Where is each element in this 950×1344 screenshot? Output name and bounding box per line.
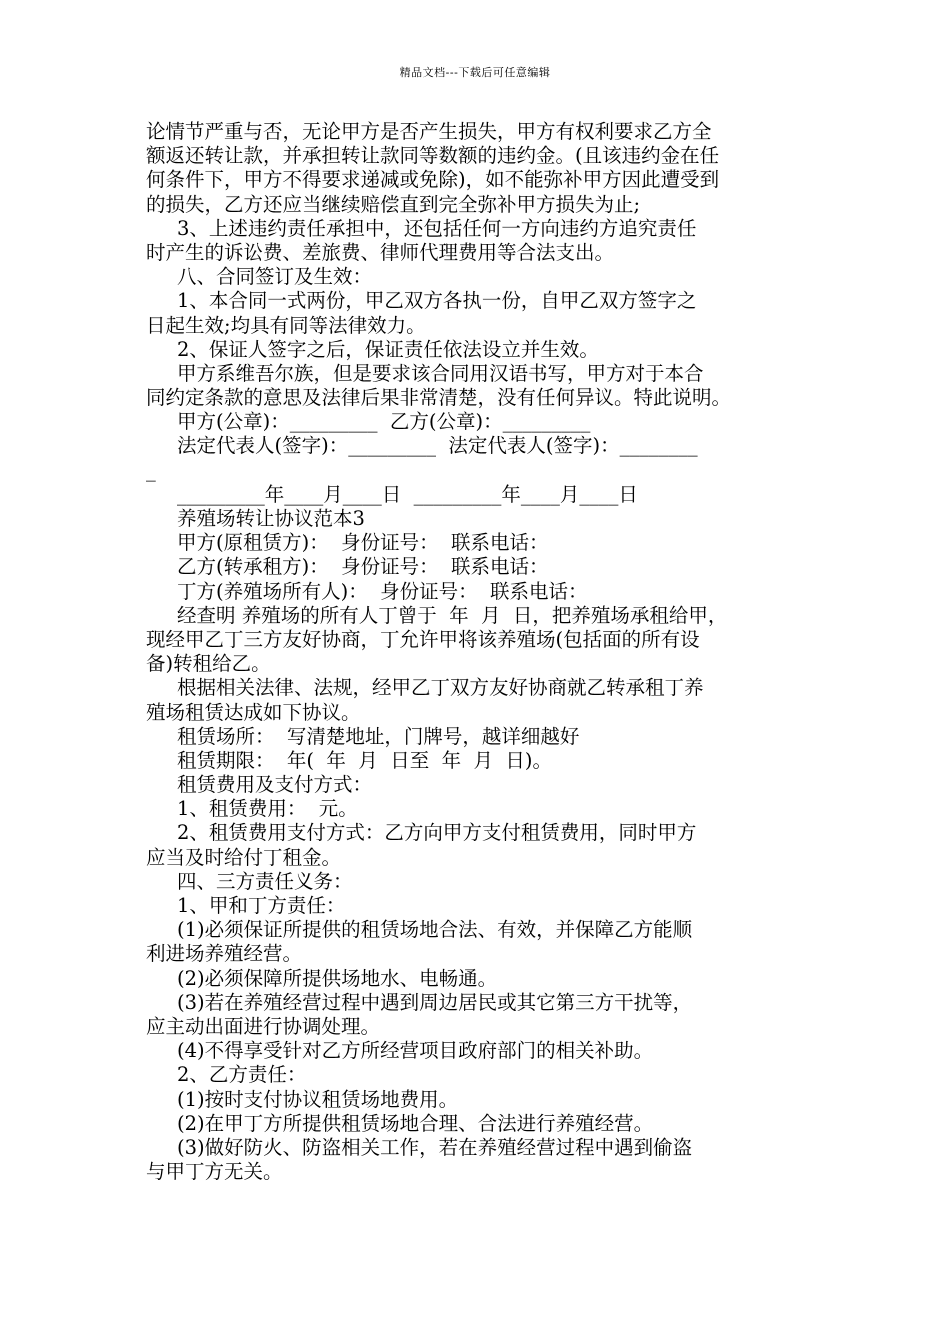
text-line: _ [146,458,156,482]
text-line: 法定代表人(签字)：_________ 法定代表人(签字)：________ [146,434,698,458]
text-line: _________年____月____日 _________年____月____日 [146,482,638,506]
text-line: 甲方(公章)：_________ 乙方(公章)：_________ [146,410,591,434]
text-line: 2、乙方责任： [146,1063,307,1087]
text-line: (4)不得享受针对乙方所经营项目政府部门的相关补助。 [146,1039,654,1063]
text-line: 日起生效;均具有同等法律效力。 [146,313,426,337]
text-line: 同约定条款的意思及法律后果非常清楚，没有任何异议。特此说明。 [146,386,732,410]
text-line: 利进场养殖经营。 [146,942,303,966]
text-line: (1)按时支付协议租赁场地费用。 [146,1087,459,1111]
text-line: 经查明 养殖场的所有人丁曾于 年 月 日，把养殖场承租给甲， [146,603,728,627]
text-line: 应主动出面进行协调处理。 [146,1014,381,1038]
text-line: 八、合同签订及生效： [146,265,372,289]
text-line: (2)在甲丁方所提供租赁场地合理、合法进行养殖经营。 [146,1111,654,1135]
text-line: 殖场租赁达成如下协议。 [146,700,361,724]
text-line: 养殖场转让协议范本3 [146,507,365,530]
text-line: 租赁期限： 年( 年 月 日至 年 月 日)。 [146,748,552,772]
text-line: 1、甲和丁方责任： [146,894,346,917]
text-line: 1、本合同一式两份，甲乙双方各执一份，自甲乙双方签字之 [146,289,697,313]
text-line: 租赁费用及支付方式： [146,773,372,797]
text-line: 甲方(原租赁方)： 身份证号： 联系电话： [146,531,549,555]
text-line: 论情节严重与否，无论甲方是否产生损失，甲方有权利要求乙方全 [146,120,712,143]
text-line: 备)转租给乙。 [146,652,271,676]
text-line: 时产生的诉讼费、差旅费、律师代理费用等合法支出。 [146,240,615,264]
text-line: (3)若在养殖经营过程中遇到周边居民或其它第三方干扰等， [146,990,693,1014]
text-line: 何条件下，甲方不得要求递减或免除)，如不能弥补甲方因此遭受到 [146,168,720,192]
text-line: (2)必须保障所提供场地水、电畅通。 [146,966,498,990]
page-header: 精品文档---下载后可任意编辑 [399,66,551,79]
text-line: 的损失，乙方还应当继续赔偿直到完全弥补甲方损失为止; [146,192,641,216]
document-body [146,120,814,1184]
text-line: 租赁场所： 写清楚地址，门牌号，越详细越好 [146,724,580,748]
text-line: 与甲丁方无关。 [146,1160,283,1184]
text-line: 应当及时给付丁租金。 [146,845,342,869]
text-line: 2、保证人签字之后，保证责任依法设立并生效。 [146,337,599,361]
text-line: 额返还转让款，并承担转让款同等数额的违约金。(且该违约金在任 [146,144,720,168]
text-line: 1、租赁费用： 元。 [146,797,358,821]
text-line: (1)必须保证所提供的租赁场地合法、有效，并保障乙方能顺 [146,918,693,942]
text-line: 3、上述违约责任承担中，还包括任何一方向违约方追究责任 [146,216,697,240]
text-line: 丁方(养殖场所有人)： 身份证号： 联系电话： [146,579,588,603]
text-line: 四、三方责任义务： [146,869,353,893]
text-line: 根据相关法律、法规，经甲乙丁双方友好协商就乙转承租丁养 [146,676,704,700]
text-line: 2、租赁费用支付方式：乙方向甲方支付租赁费用，同时甲方 [146,821,697,845]
text-line: (3)做好防火、防盗相关工作，若在养殖经营过程中遇到偷盗 [146,1135,693,1159]
text-line: 甲方系维吾尔族，但是要求该合同用汉语书写，甲方对于本合 [146,361,704,385]
text-line: 现经甲乙丁三方友好协商，丁允许甲将该养殖场(包括面的所有设 [146,627,700,651]
text-line: 乙方(转承租方)： 身份证号： 联系电话： [146,555,549,579]
